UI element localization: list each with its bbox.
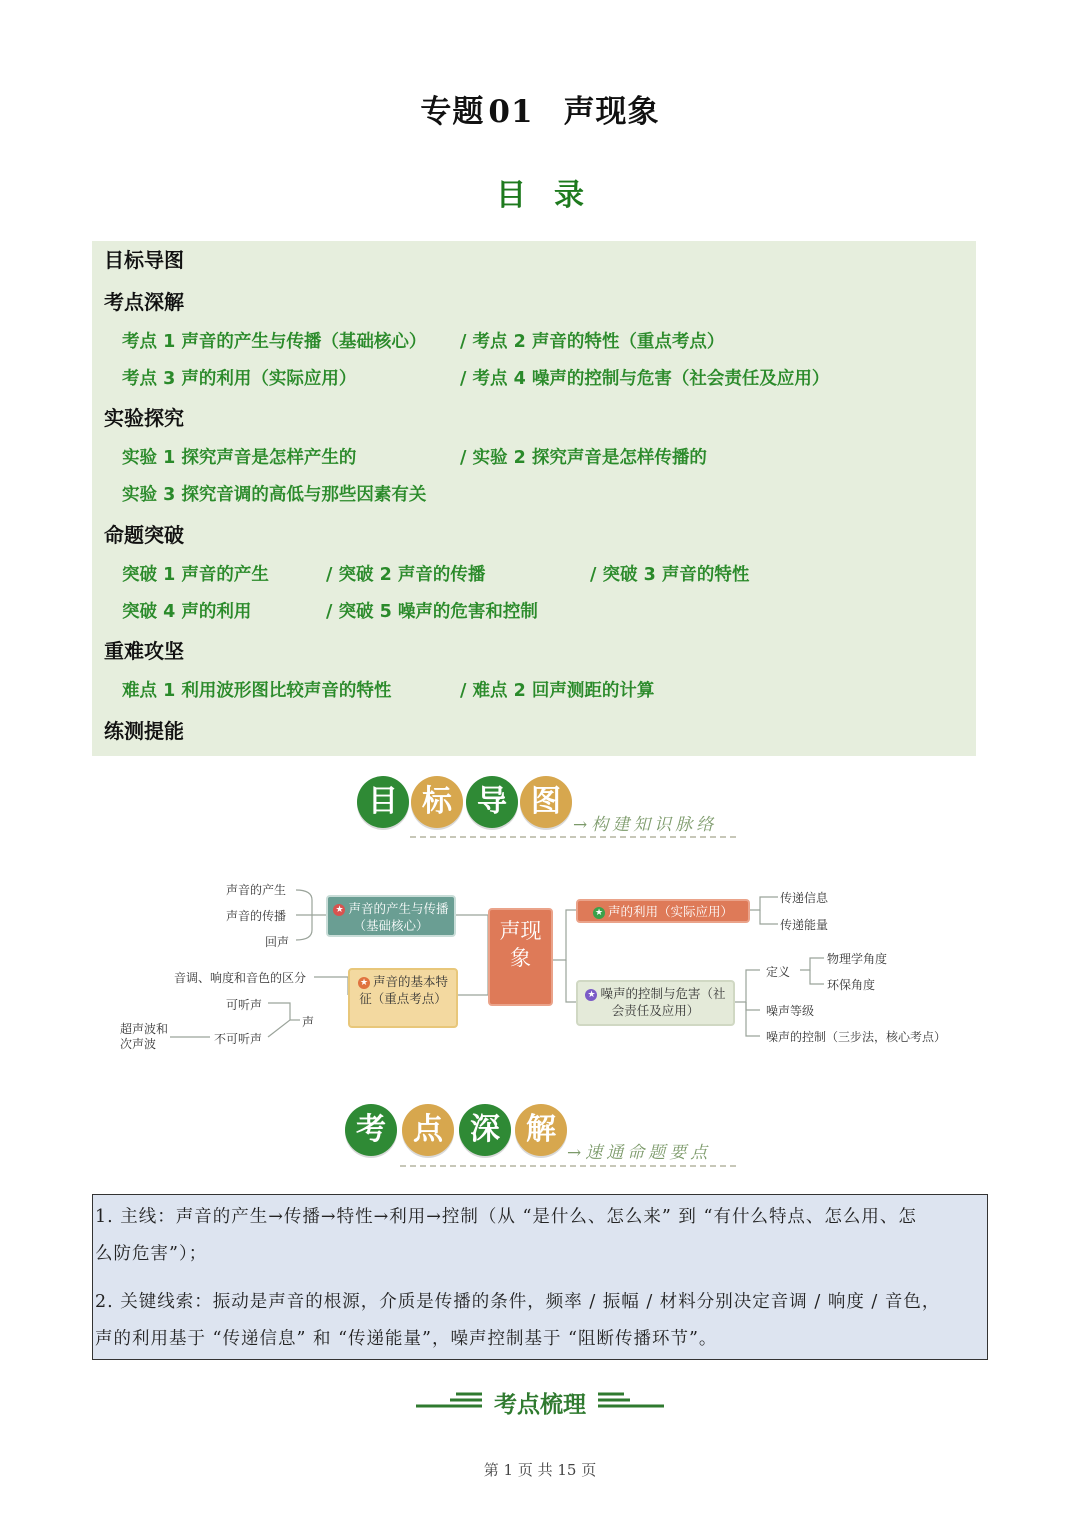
star-icon: ★: [359, 977, 369, 988]
toc-heading: 目 录: [496, 178, 584, 213]
toc-section[interactable]: 考点深解: [104, 290, 184, 314]
toc-link[interactable]: / 突破 5 噪声的危害和控制: [326, 602, 538, 622]
banner-char: 解: [515, 1104, 567, 1156]
page-footer: 第 1 页 共 15 页: [483, 1461, 597, 1479]
table-of-contents: [92, 241, 976, 756]
mind-map: [110, 870, 970, 1070]
mm-node-noise: ★ 噪声的控制与危害（社会责任及应用）: [576, 980, 735, 1026]
mm-leaf: 传递信息: [780, 891, 829, 905]
toc-link[interactable]: 考点 3 声的利用（实际应用）: [122, 369, 357, 389]
mm-leaf: 传递能量: [780, 918, 829, 932]
summary-line: 1. 主线：声音的产生→传播→特性→利用→控制（从 “是什么、怎么来” 到 “有什么特点、怎么用、怎: [95, 1207, 917, 1227]
toc-link[interactable]: 突破 1 声音的产生: [122, 565, 269, 585]
star-icon: ★: [587, 989, 596, 1000]
banner-char: 导: [466, 776, 518, 828]
summary-line: 声的利用基于 “传递信息” 和 “传递能量”，噪声控制基于 “阻断传播环节”。: [95, 1329, 718, 1349]
mm-leaf: 噪声等级: [766, 1004, 815, 1018]
summary-box: [92, 1194, 988, 1360]
toc-link[interactable]: 考点 1 声音的产生与传播（基础核心）: [122, 332, 427, 352]
mm-leaf: 声: [302, 1015, 315, 1029]
toc-link[interactable]: / 考点 4 噪声的控制与危害（社会责任及应用）: [460, 369, 830, 389]
toc-section[interactable]: 目标导图: [104, 248, 184, 272]
mm-leaf: 回声: [265, 935, 290, 949]
star-icon: ★: [594, 907, 604, 918]
mm-leaf: 不可听声: [214, 1032, 263, 1046]
toc-link[interactable]: 难点 1 利用波形图比较声音的特性: [122, 681, 392, 701]
mm-node-production-propagation: ★ 声音的产生与传播（基础核心）: [326, 895, 456, 937]
banner-tagline: →构建知识脉络: [573, 815, 718, 835]
toc-link[interactable]: 实验 3 探究音调的高低与那些因素有关: [122, 485, 427, 505]
toc-section[interactable]: 重难攻坚: [104, 639, 184, 663]
banner-tagline: →速通命题要点: [567, 1143, 712, 1163]
mm-leaf: 声音的产生: [226, 883, 287, 897]
page-title: 专题 01 声现象: [420, 94, 660, 130]
toc-section[interactable]: 命题突破: [104, 523, 184, 547]
toc-link[interactable]: / 难点 2 回声测距的计算: [460, 681, 655, 701]
banner-char: 点: [402, 1104, 454, 1156]
mm-leaf: 声音的传播: [226, 909, 287, 923]
toc-link[interactable]: / 突破 3 声音的特性: [590, 565, 750, 585]
mm-leaf: 物理学角度: [827, 952, 888, 966]
toc-link[interactable]: 突破 4 声的利用: [122, 602, 252, 622]
banner-char: 标: [411, 776, 463, 828]
banner-deep-dive: [345, 1104, 745, 1164]
mm-leaf: 噪声的控制（三步法，核心考点）: [766, 1030, 947, 1044]
banner-underline: [400, 1165, 736, 1167]
banner-char: 目: [357, 776, 409, 828]
star-icon: ★: [335, 904, 344, 915]
mm-leaf: 音调、响度和音色的区分: [174, 971, 307, 985]
toc-link[interactable]: / 实验 2 探究声音是怎样传播的: [460, 448, 707, 468]
mm-leaf: 超声波和次声波: [120, 1022, 169, 1051]
mm-leaf: 定义: [766, 965, 791, 979]
summary-line: 2. 关键线索：振动是声音的根源，介质是传播的条件，频率 / 振幅 / 材料分别决定音调 / 响度 / 音色，: [95, 1292, 941, 1312]
mm-center-node: 声现象: [488, 908, 553, 1006]
section-label: 考点梳理: [494, 1392, 586, 1418]
decorative-lines-right: [598, 1390, 664, 1414]
toc-link[interactable]: / 考点 2 声音的特性（重点考点）: [460, 332, 725, 352]
mm-leaf: 环保角度: [827, 978, 876, 992]
toc-section[interactable]: 实验探究: [104, 406, 184, 430]
banner-mindmap: [357, 776, 737, 836]
banner-char: 考: [345, 1104, 397, 1156]
mm-node-sound-use: ★ 声的利用（实际应用）: [576, 899, 750, 923]
mm-node-sound-characteristics: ★ 声音的基本特征（重点考点）: [348, 968, 458, 1028]
mm-leaf: 可听声: [226, 998, 263, 1012]
summary-line: 么防危害”）；: [95, 1244, 208, 1264]
banner-char: 图: [520, 776, 572, 828]
banner-underline: [410, 836, 736, 838]
banner-char: 深: [459, 1104, 511, 1156]
toc-link[interactable]: 实验 1 探究声音是怎样产生的: [122, 448, 357, 468]
toc-section[interactable]: 练测提能: [104, 719, 184, 743]
toc-link[interactable]: / 突破 2 声音的传播: [326, 565, 486, 585]
